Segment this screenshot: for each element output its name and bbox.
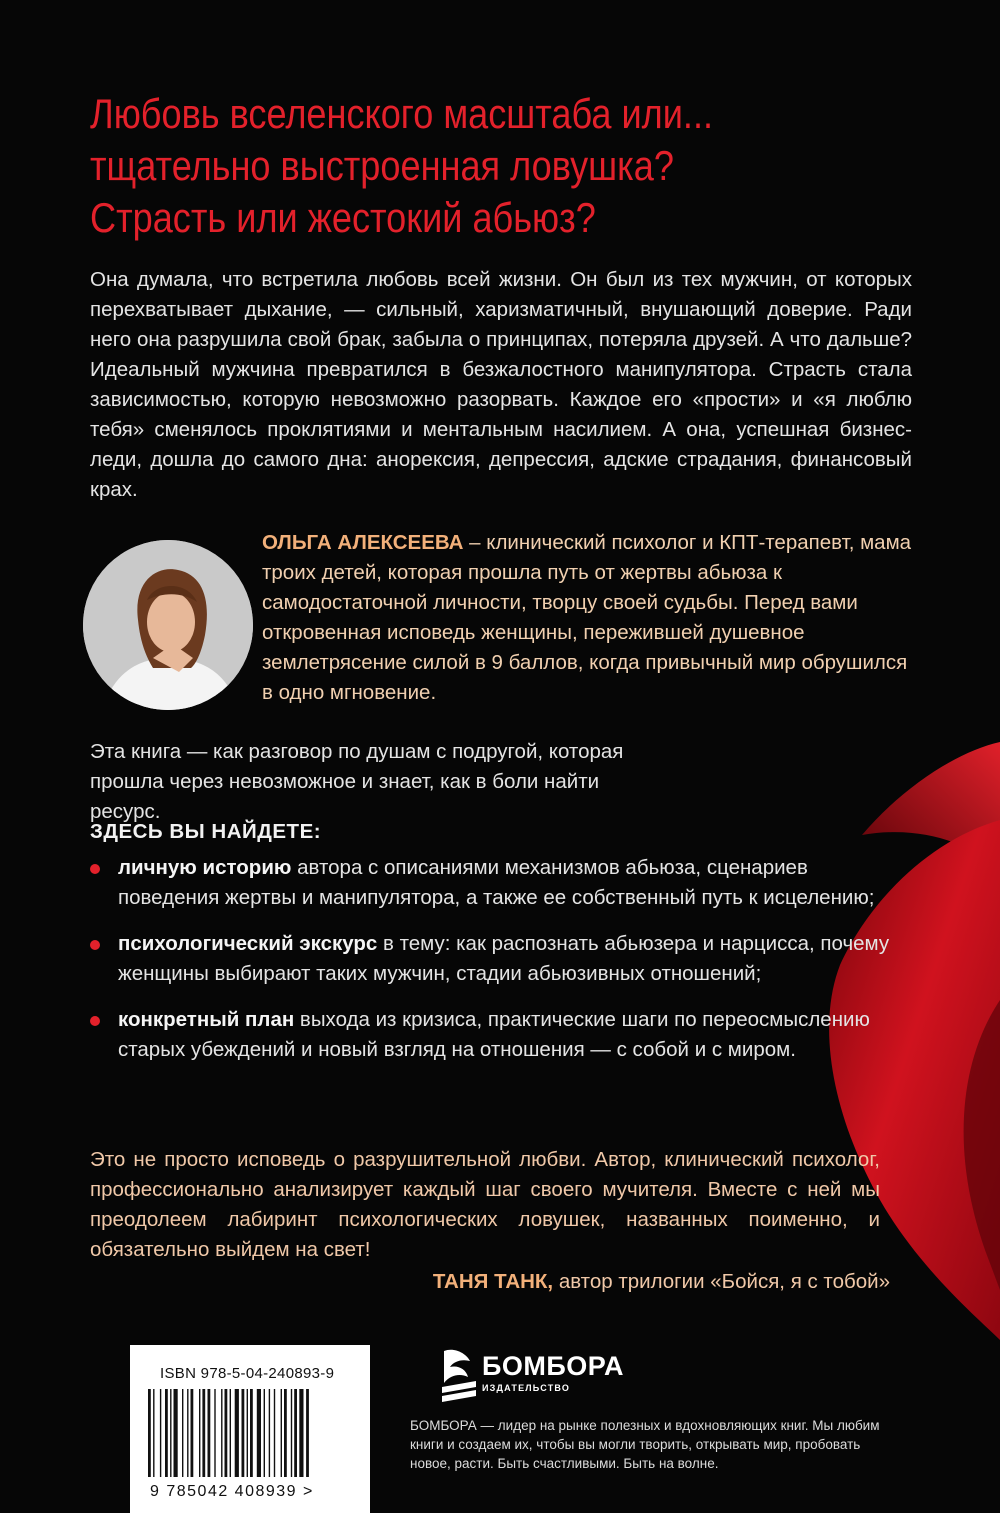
headline-line-1: Любовь вселенского масштаба или... [90, 90, 714, 137]
headline-line-2: тщательно выстроенная ловушка? [90, 142, 674, 189]
intro-paragraph: Она думала, что встретила любовь всей жизни. Он был из тех мужчин, от которых перехватывает дыхание, — сильный, харизматичный, внушающий доверие. Ради него она разрушила свой брак, забыла о принципах, потеряла друзей. А что дальше? Идеальный мужчина превратился в безжалостного манипулятора. Страсть стала зависимостью, которую невозможно разорвать. Каждое его «прости» и «я люблю тебя» сменялось проклятиями и ментальным насилием. А она, успешная бизнес-леди, дошла до самого дна: анорексия, депрессия, адские страдания, финансовый крах. [90, 268, 912, 501]
author-name: ОЛЬГА АЛЕКСЕЕВА [262, 531, 464, 554]
publisher-description: БОМБОРА — лидер на рынке полезных и вдохновляющих книг. Мы любим книги и создаем их, чтобы вы могли творить, открывать мир, пробовать новое, расти. Быть счастливыми. Быть на волне. [410, 1418, 880, 1471]
author-photo [83, 540, 253, 710]
list-item-bold: конкретный план [118, 1008, 295, 1031]
headline [90, 88, 830, 244]
author-bio-text: – клинический психолог и КПТ-терапевт, мама троих детей, которая прошла путь от жертвы абьюза к самодостаточной личности, творцу своей судьбы. Перед вами откровенная исповедь женщины, пережившей душевное землетрясение силой в 9 баллов, когда привычный мир обрушился в одно мгновение. [262, 531, 912, 704]
publisher-subtitle: ИЗДАТЕЛЬСТВО [482, 1383, 571, 1393]
isbn-text: ISBN 978-5-04-240893-9 [160, 1365, 335, 1382]
publisher-name: БОМБОРА [482, 1351, 624, 1381]
review-author-name: ТАНЯ ТАНК, [432, 1270, 554, 1293]
list-item-bold: психологический экскурс [118, 932, 378, 955]
list-item-text: автора с описаниями механизмов абьюза, сценариев поведения жертвы и манипулятора, а также ее собственный путь к исцелению; [118, 856, 875, 909]
list-item [90, 929, 910, 989]
section-title: ЗДЕСЬ ВЫ НАЙДЕТЕ: [90, 820, 322, 843]
feature-list [90, 853, 910, 1081]
review-quote: Это не просто исповедь о разрушительной любви. Автор, клинический психолог, профессионально анализирует каждый шаг своего мучителя. Вместе с ней мы преодолеем лабиринт психологических ловушек, названных поименно, и обязательно выйдем на свет! [90, 1148, 880, 1261]
bullet-dot-icon [90, 940, 100, 950]
author-bio [262, 528, 922, 708]
headline-line-3: Страсть или жестокий абьюз? [90, 194, 596, 241]
barcode-icon [148, 1389, 353, 1481]
list-item-bold: личную историю [118, 856, 292, 879]
barcode-digits: 9 785042 408939 > [150, 1483, 314, 1500]
list-item [90, 853, 910, 913]
review-author [433, 1267, 890, 1297]
review-author-note: автор трилогии «Бойся, я с тобой» [553, 1270, 890, 1293]
bullet-dot-icon [90, 864, 100, 874]
list-item-text: выхода из кризиса, практические шаги по переосмыслению старых убеждений и новый взгляд на отношения — с собой и с миром. [118, 1008, 870, 1061]
bullet-dot-icon [90, 1016, 100, 1026]
talk-paragraph: Эта книга — как разговор по душам с подругой, которая прошла через невозможное и знает, как в боли найти ресурс. [90, 740, 624, 823]
list-item-text: в тему: как распознать абьюзера и нарцисса, почему женщины выбирают таких мужчин, стадии абьюзивных отношений; [118, 932, 890, 985]
barcode-box [130, 1345, 370, 1513]
list-item [90, 1005, 910, 1065]
